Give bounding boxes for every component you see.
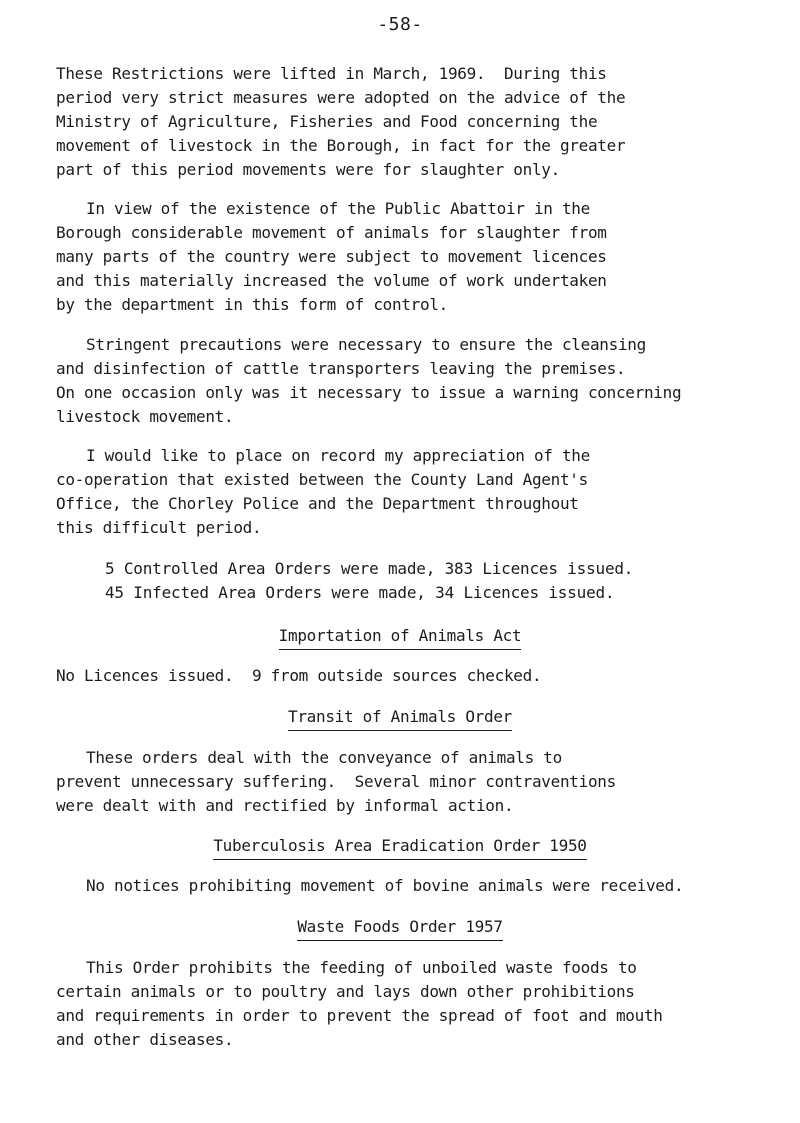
text-line: and this materially increased the volume of work undertaken	[56, 271, 607, 290]
heading-waste-foods	[0, 915, 800, 941]
text-line: Ministry of Agriculture, Fisheries and Food concerning the	[56, 112, 598, 131]
controlled-area-orders: 5 Controlled Area Orders were made, 383 Licences issued.	[105, 559, 634, 578]
text-line: co-operation that existed between the County Land Agent's	[56, 470, 588, 489]
text-line: This Order prohibits the feeding of unboiled waste foods to	[86, 958, 637, 977]
text-line: this difficult period.	[56, 518, 262, 537]
text-line: were dealt with and rectified by informal action.	[56, 796, 514, 815]
text-line: On one occasion only was it necessary to issue a warning concerning	[56, 383, 682, 402]
text-line: by the department in this form of control.	[56, 295, 448, 314]
text-line: certain animals or to poultry and lays down other prohibitions	[56, 982, 635, 1001]
text-line: Borough considerable movement of animals for slaughter from	[56, 223, 607, 242]
page-number: -58-	[377, 14, 423, 35]
heading-waste-foods-text: Waste Foods Order 1957	[297, 915, 502, 941]
importation-text: No Licences issued. 9 from outside sources checked.	[56, 666, 542, 685]
text-line: and requirements in order to prevent the spread of foot and mouth	[56, 1006, 663, 1025]
heading-importation-text: Importation of Animals Act	[279, 624, 522, 650]
text-line: I would like to place on record my appreciation of the	[86, 446, 590, 465]
heading-transit	[0, 705, 800, 731]
text-line: Office, the Chorley Police and the Department throughout	[56, 494, 579, 513]
infected-area-orders: 45 Infected Area Orders were made, 34 Licences issued.	[105, 583, 615, 602]
heading-transit-text: Transit of Animals Order	[288, 705, 512, 731]
text-line: These Restrictions were lifted in March, 1969. During this	[56, 64, 607, 83]
text-line: part of this period movements were for slaughter only.	[56, 160, 560, 179]
text-line: and disinfection of cattle transporters leaving the premises.	[56, 359, 626, 378]
text-line: movement of livestock in the Borough, in fact for the greater	[56, 136, 626, 155]
text-line: These orders deal with the conveyance of animals to	[86, 748, 562, 767]
heading-importation	[0, 624, 800, 650]
text-line: Stringent precautions were necessary to ensure the cleansing	[86, 335, 646, 354]
text-line: In view of the existence of the Public Abattoir in the	[86, 199, 590, 218]
text-line: prevent unnecessary suffering. Several minor contraventions	[56, 772, 616, 791]
heading-tuberculosis	[0, 834, 800, 860]
text-line: period very strict measures were adopted on the advice of the	[56, 88, 626, 107]
text-line: and other diseases.	[56, 1030, 234, 1049]
heading-tuberculosis-text: Tuberculosis Area Eradication Order 1950	[213, 834, 586, 860]
text-line: livestock movement.	[56, 407, 234, 426]
tuberculosis-text: No notices prohibiting movement of bovine animals were received.	[86, 876, 684, 895]
text-line: many parts of the country were subject to movement licences	[56, 247, 607, 266]
